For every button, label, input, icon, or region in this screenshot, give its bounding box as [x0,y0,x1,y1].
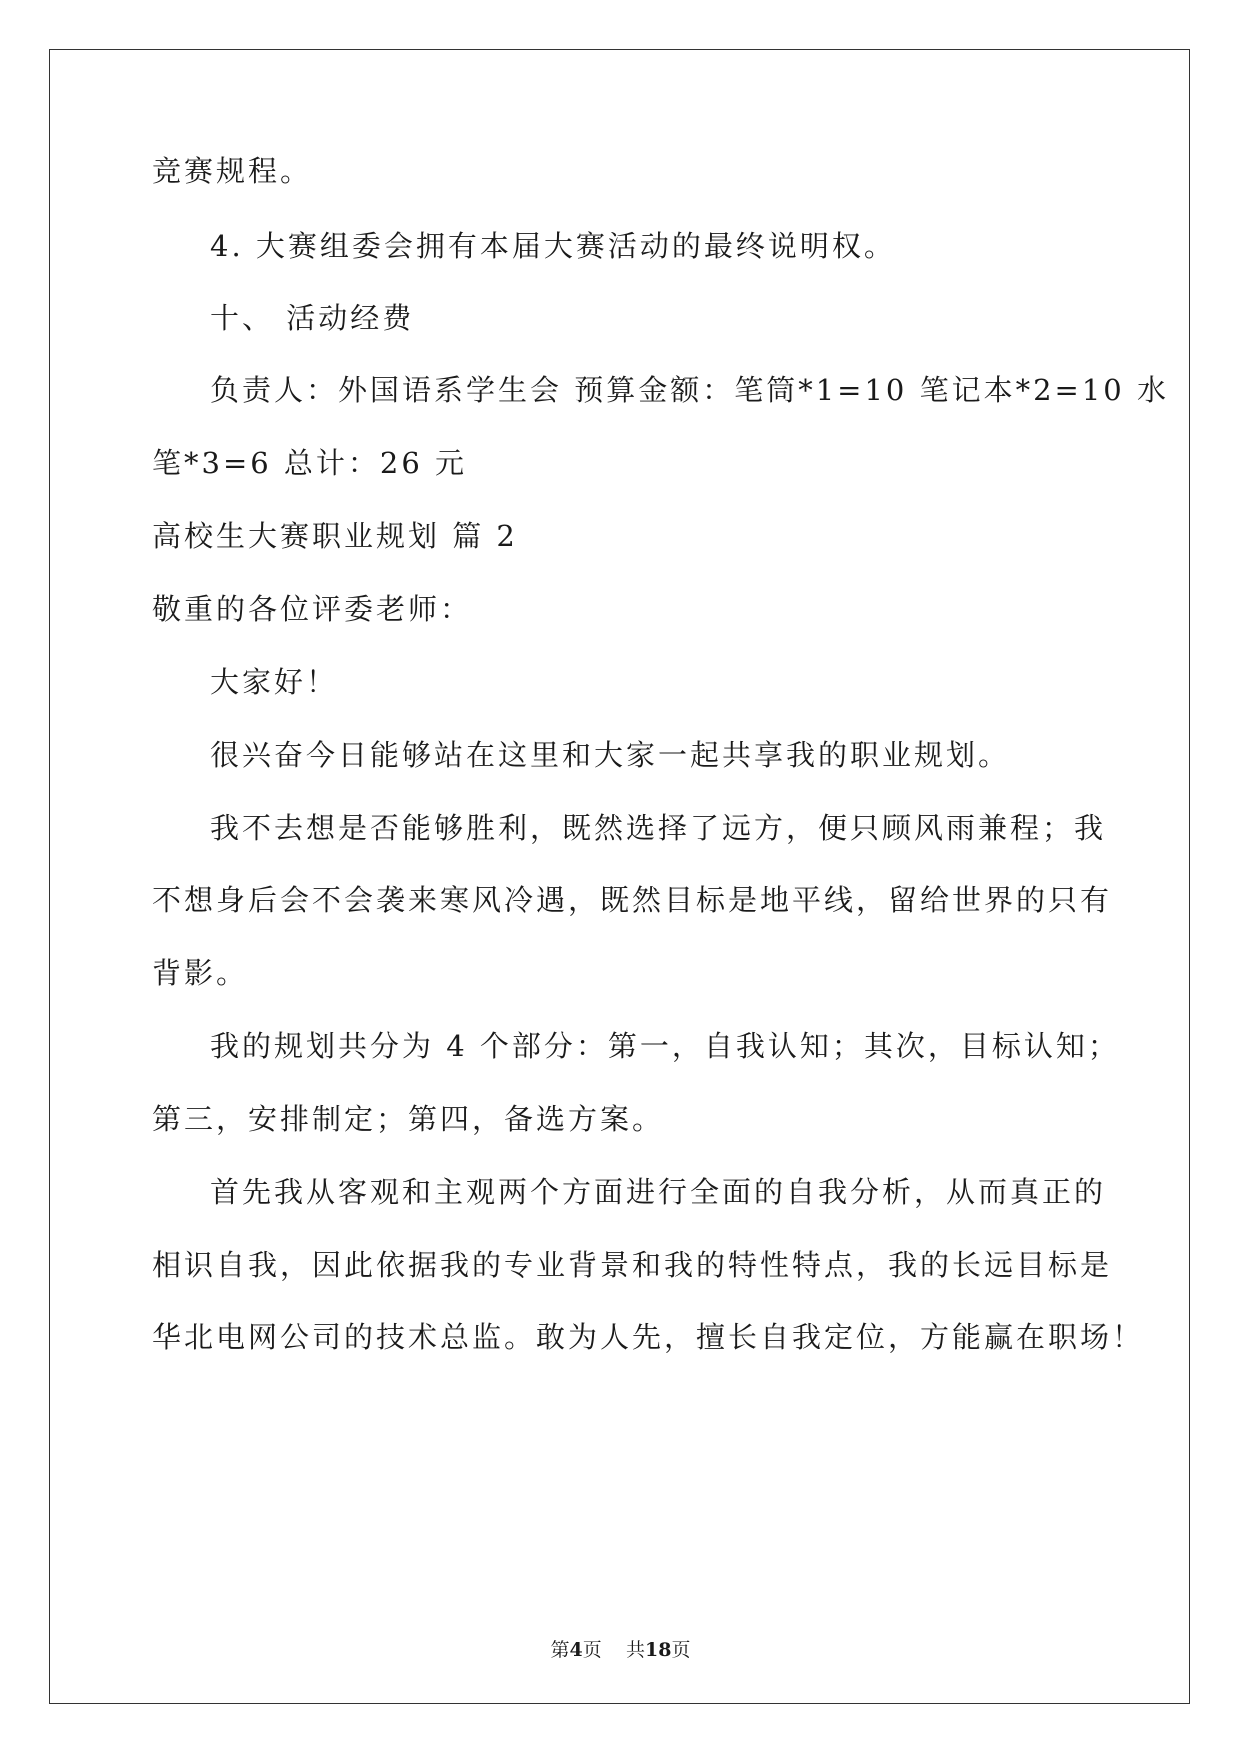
footer-prefix: 第 [550,1639,570,1661]
list-item-4: 4. 大赛组委会拥有本届大赛活动的最终说明权。 [210,229,896,263]
text-line: 第三，安排制定；第四，备选方案。 [152,1102,665,1136]
total-page-count: 18 [644,1639,672,1661]
article-title: 高校生大赛职业规划 篇 2 [152,519,518,553]
footer-total-suffix: 页 [671,1639,691,1661]
section-heading-10: 十、 活动经费 [210,301,415,335]
current-page-number: 4 [569,1639,583,1661]
page-footer [0,1638,1241,1662]
text-line: 背影。 [152,956,249,990]
text-line: 竞赛规程。 [152,154,313,188]
greeting: 大家好！ [210,665,339,699]
text-line: 首先我从客观和主观两个方面进行全面的自我分析，从而真正的 [210,1175,1107,1209]
text-line: 很兴奋今日能够站在这里和大家一起共享我的职业规划。 [210,738,1011,772]
salutation: 敬重的各位评委老师： [152,592,473,626]
text-line: 负责人：外国语系学生会 预算金额：笔筒*1=10 笔记本*2=10 水 [210,373,1169,407]
footer-total-prefix: 共 [625,1639,645,1661]
text-line: 我的规划共分为 4 个部分：第一，自我认知；其次，目标认知； [210,1029,1120,1063]
text-line: 我不去想是否能够胜利，既然选择了远方，便只顾风雨兼程；我 [210,811,1107,845]
footer-page-suffix: 页 [582,1639,602,1661]
text-line: 华北电网公司的技术总监。敢为人先，擅长自我定位，方能赢在职场！ [152,1320,1145,1354]
text-line: 不想身后会不会袭来寒风冷遇，既然目标是地平线，留给世界的只有 [152,883,1113,917]
text-line: 相识自我，因此依据我的专业背景和我的特性特点，我的长远目标是 [152,1248,1113,1282]
text-line: 笔*3=6 总计：26 元 [152,446,468,480]
